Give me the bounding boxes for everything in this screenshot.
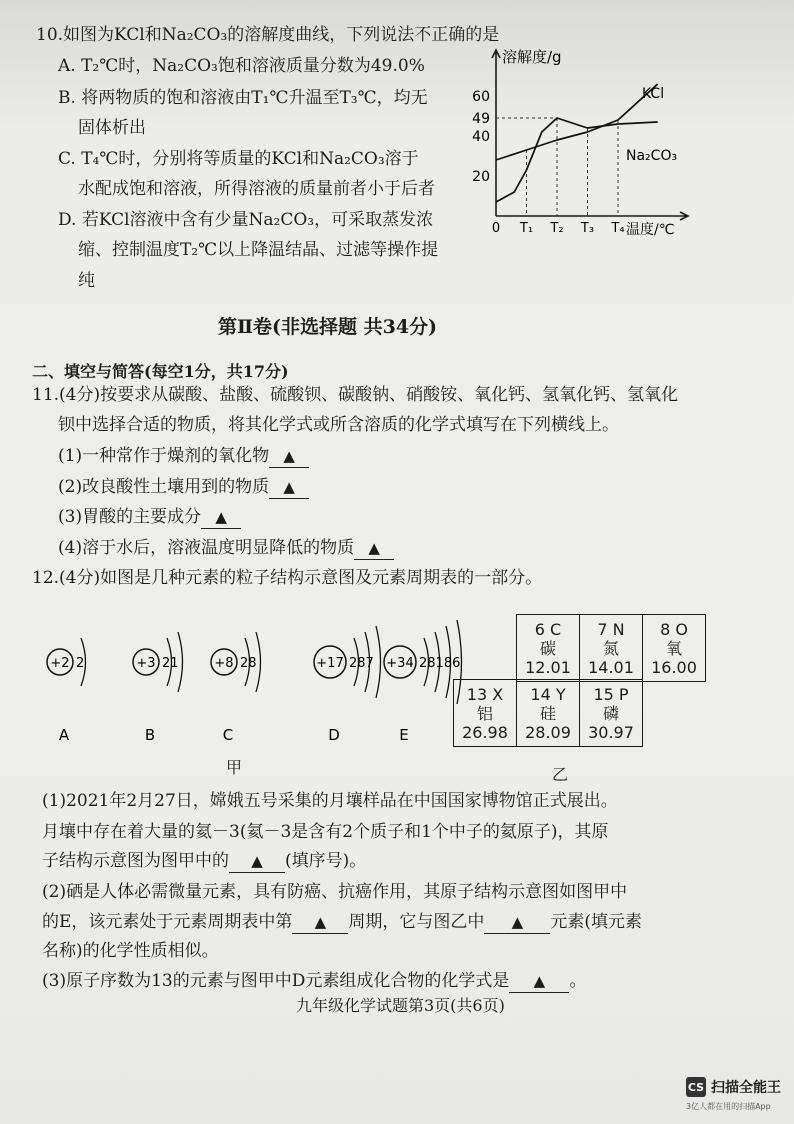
q12-part1-cont2: 子结构示意图为图甲中的 ▲ (填序号)。 (42, 851, 367, 871)
figure-jia-caption: 甲 (226, 758, 243, 777)
q11-item-4: (4)溶于水后，溶液温度明显降低的物质 ▲ (58, 537, 394, 560)
chart-xtick: 0 (491, 221, 501, 236)
answer-blank[interactable] (484, 911, 550, 934)
answer-blank[interactable] (509, 970, 569, 993)
q10-option-b: B. 将两物质的饱和溶液由T₁℃升温至T₃℃，均无 (58, 88, 428, 108)
q10-option-c-cont: 水配成饱和溶液，所得溶液的质量前者小于后者 (78, 179, 435, 199)
q10-option-c: C. T₄℃时，分别将等质量的KCl和Na₂CO₃溶于 (58, 149, 419, 169)
triangle-mark-icon: ▲ (511, 913, 524, 931)
atom-label: E (399, 726, 409, 744)
nucleus-charge: +17 (316, 656, 344, 671)
atom-e (384, 620, 462, 744)
electron-counts: 28 (240, 656, 257, 671)
electron-counts: 2 (76, 656, 85, 671)
electron-shell-arc (178, 632, 183, 692)
q12-part1: (1)2021年2月27日，嫦娥五号采集的月壤样品在中国国家博物馆正式展出。 (42, 791, 618, 811)
atom-c (211, 632, 261, 744)
triangle-mark-icon: ▲ (283, 478, 295, 496)
atomic-structure-diagrams (36, 596, 466, 766)
triangle-mark-icon: ▲ (283, 447, 295, 465)
triangle-mark-icon: ▲ (533, 972, 546, 990)
section-subtitle: 二、填空与简答(每空1分，共17分) (32, 362, 289, 381)
electron-counts: 21 (162, 656, 179, 671)
element-cell-p: 15 P 磷 30.97 (580, 680, 643, 747)
q10-stem: 10.如图为KCl和Na₂CO₃的溶解度曲线，下列说法不正确的是 (36, 25, 500, 45)
figure-yi-caption: 乙 (552, 765, 569, 784)
q12-part2-cont: 的E，该元素处于元素周期表中第 ▲ 周期，它与图乙中 ▲ 元素(填元素 (42, 912, 643, 932)
electron-shell-arc (376, 626, 381, 698)
chart-ytick: 20 (472, 169, 490, 185)
q10-option-a: A. T₂℃时，Na₂CO₃饱和溶液质量分数为49.0% (58, 56, 425, 76)
q11-item-1: (1)一种常作于燥剂的氧化物 ▲ (58, 445, 309, 468)
q12-part2: (2)硒是人体必需微量元素，具有防癌、抗癌作用，其原子结构示意图如图甲中 (42, 882, 628, 902)
atom-d (314, 626, 381, 744)
logo-tagline: 3亿人都在用的扫描App (686, 1102, 771, 1111)
triangle-mark-icon: ▲ (251, 852, 263, 870)
solubility-chart (466, 38, 716, 238)
q10-option-b-cont: 固体析出 (78, 118, 146, 138)
periodic-table-row-top (516, 614, 706, 682)
triangle-mark-icon: ▲ (368, 539, 380, 557)
q10-option-d-cont: 缩、控制温度T₂℃以上降温结晶、过滤等操作提 (78, 240, 439, 260)
atom-label: B (144, 726, 156, 744)
electron-shell-arc (256, 632, 261, 692)
chart-xtick: T₁ (519, 221, 534, 236)
scanner-logo (686, 1077, 781, 1097)
q11-stem-cont: 钡中选择合适的物质，将其化学式或所含溶质的化学式填写在下列横线上。 (58, 415, 619, 435)
answer-blank[interactable] (354, 537, 394, 560)
chart-ytick: 60 (472, 89, 490, 105)
section-title: 第Ⅱ卷(非选择题 共34分) (218, 316, 438, 338)
triangle-mark-icon: ▲ (314, 913, 327, 931)
q12-part2-cont2: 名称)的化学性质相似。 (42, 941, 219, 961)
answer-blank[interactable] (269, 445, 309, 468)
answer-blank[interactable] (201, 506, 241, 529)
element-cell-o: 8 O 氧 16.00 (643, 615, 706, 682)
cs-logo-icon: CS (686, 1077, 706, 1097)
nucleus-charge: +34 (386, 656, 414, 671)
q10-option-d: D. 若KCl溶液中含有少量Na₂CO₃，可采取蒸发浓 (58, 210, 434, 230)
nucleus-charge: +2 (50, 656, 70, 671)
chart-xtick: T₃ (580, 221, 595, 236)
chart-axes (492, 50, 688, 220)
q11-stem: 11.(4分)按要求从碳酸、盐酸、硫酸钡、碳酸钠、硝酸铵、氧化钙、氢氧化钙、氢氧化 (32, 385, 679, 405)
kcl-label: KCl (642, 86, 665, 102)
element-cell-x: 13 X 铝 26.98 (454, 680, 517, 747)
na2co3-label: Na₂CO₃ (626, 148, 678, 164)
periodic-table-row-bottom (453, 679, 643, 747)
answer-blank[interactable] (292, 911, 348, 934)
q12-part1-cont: 月壤中存在着大量的氦－3(氦－3是含有2个质子和1个中子的氦原子)，其原 (42, 822, 609, 842)
q12-stem: 12.(4分)如图是几种元素的粒子结构示意图及元素周期表的一部分。 (32, 568, 543, 588)
chart-ytick: 40 (472, 129, 490, 145)
answer-blank[interactable] (229, 850, 285, 873)
atom-label: A (58, 726, 70, 744)
answer-blank[interactable] (269, 476, 309, 499)
q10-option-d-cont2: 纯 (78, 271, 95, 291)
q12-part3: (3)原子序数为13的元素与图甲中D元素组成化合物的化学式是 ▲ 。 (42, 971, 587, 991)
element-cell-y: 14 Y 硅 28.09 (517, 680, 580, 747)
element-cell-n: 7 N 氮 14.01 (580, 615, 643, 682)
chart-ytick: 49 (472, 111, 490, 127)
logo-name: 扫描全能王 (711, 1080, 781, 1096)
atom-a (47, 638, 86, 744)
atom-label: D (328, 726, 340, 744)
q11-item-2: (2)改良酸性土壤用到的物质 ▲ (58, 476, 309, 499)
chart-xtick: T₂ (550, 221, 564, 236)
nucleus-charge: +3 (136, 656, 156, 671)
chart-ylabel: 溶解度/g (502, 48, 562, 66)
atom-b (133, 632, 183, 744)
electron-counts: 287 (349, 656, 374, 671)
nucleus-charge: +8 (214, 656, 234, 671)
triangle-mark-icon: ▲ (215, 508, 227, 526)
electron-counts: 28186 (419, 656, 461, 671)
chart-xtick: T₄ (611, 221, 625, 236)
atom-label: C (222, 726, 234, 744)
element-cell-c: 6 C 碳 12.01 (517, 615, 580, 682)
q11-item-3: (3)胃酸的主要成分 ▲ (58, 506, 241, 529)
page-footer: 九年级化学试题第3页(共6页) (296, 996, 505, 1015)
chart-xlabel: 温度/℃ (626, 222, 675, 238)
